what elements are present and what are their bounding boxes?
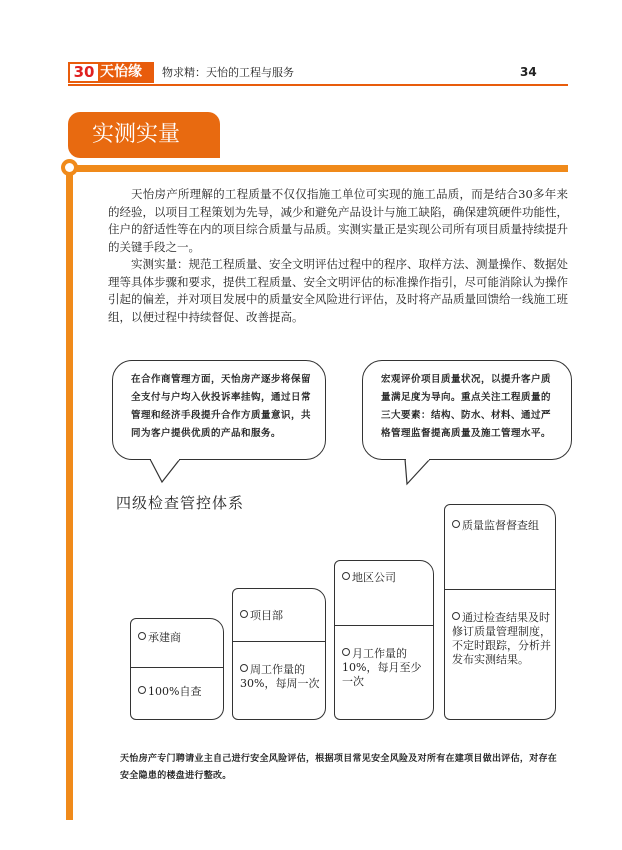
level-desc-quality-supervision: 通过检查结果及时修订质量管理制度，不定时跟踪，分析并发布实测结果。 xyxy=(452,611,551,666)
quality-evaluation-bubble: 宏观评价项目质量状况，以提升客户质量满足度为导向。重点关注工程质量的三大要素：结构、防水、材料、通过严格管理监督提高质量及施工管理水平。 xyxy=(362,360,572,460)
section-title: 实测实量 xyxy=(68,112,220,158)
level-name-contractor: 承建商 xyxy=(138,631,181,645)
control-system-heading: 四级检查管控体系 xyxy=(116,494,245,512)
level-desc-regional-company: 月工作量的10%，每月至少一次 xyxy=(342,647,422,688)
bullet-circle-icon xyxy=(452,520,460,528)
bullet-circle-icon xyxy=(138,686,146,694)
level-divider xyxy=(445,589,555,590)
bullet-circle-icon xyxy=(452,612,460,620)
partner-management-bubble: 在合作商管理方面，天怡房产逐步将保留全支付与户均入伙投诉率挂钩，通过日常管理和经济手段提升合作方质量意识，共同为客户提供优质的产品和服务。 xyxy=(112,360,326,460)
level-divider xyxy=(131,667,223,668)
header-page-tag: 30 xyxy=(70,64,98,81)
header-subtitle: 物求精：天怡的工程与服务 xyxy=(162,66,294,79)
bullet-circle-icon xyxy=(342,648,350,656)
bullet-circle-icon xyxy=(138,632,146,640)
level-box-project-dept xyxy=(232,588,326,720)
page-number: 34 xyxy=(520,65,537,79)
definition-paragraph: 实测实量：规范工程质量、安全文明评估过程中的程序、取样方法、测量操作、数据处理等具体步骤和要求，提供工程质量、安全文明评估的标准操作指引，尽可能消除认为操作引起的偏差，并对项目发展中的质量安全风险进行评估，及时将产品质量回馈给一线施工班组，以便过程中持续督促、改善提高。 xyxy=(108,257,568,324)
level-name-quality-supervision: 质量监督督查组 xyxy=(452,519,539,533)
level-divider xyxy=(233,641,325,642)
level-box-contractor xyxy=(130,618,224,720)
level-name-regional-company: 地区公司 xyxy=(342,571,396,585)
level-divider xyxy=(335,625,433,626)
level-desc-project-dept: 周工作量的30%，每周一次 xyxy=(240,663,320,690)
footer-note: 天怡房产专门聘请业主自己进行安全风险评估，根据项目常见安全风险及对所有在建项目做出评估，对存在安全隐患的楼盘进行整改。 xyxy=(120,754,558,781)
bullet-circle-icon xyxy=(342,572,350,580)
level-box-regional-company xyxy=(334,560,434,720)
level-name-project-dept: 项目部 xyxy=(240,609,283,623)
intro-paragraph: 天怡房产所理解的工程质量不仅仅指施工单位可实现的施工品质，而是结合30多年来的经验，以项目工程策划为先导，减少和避免产品设计与施工缺陷，确保建筑硬件功能性，住户的舒适性等在内的项目综合质量与品质。实测实量正是实现公司所有项目质量持续提升的关键手段之一。 xyxy=(108,187,568,254)
level-box-quality-supervision xyxy=(444,504,556,720)
level-desc-contractor: 100%自查 xyxy=(138,685,201,699)
bullet-circle-icon xyxy=(240,610,248,618)
header-brand: 天怡缘 xyxy=(100,64,142,80)
bullet-circle-icon xyxy=(240,664,248,672)
